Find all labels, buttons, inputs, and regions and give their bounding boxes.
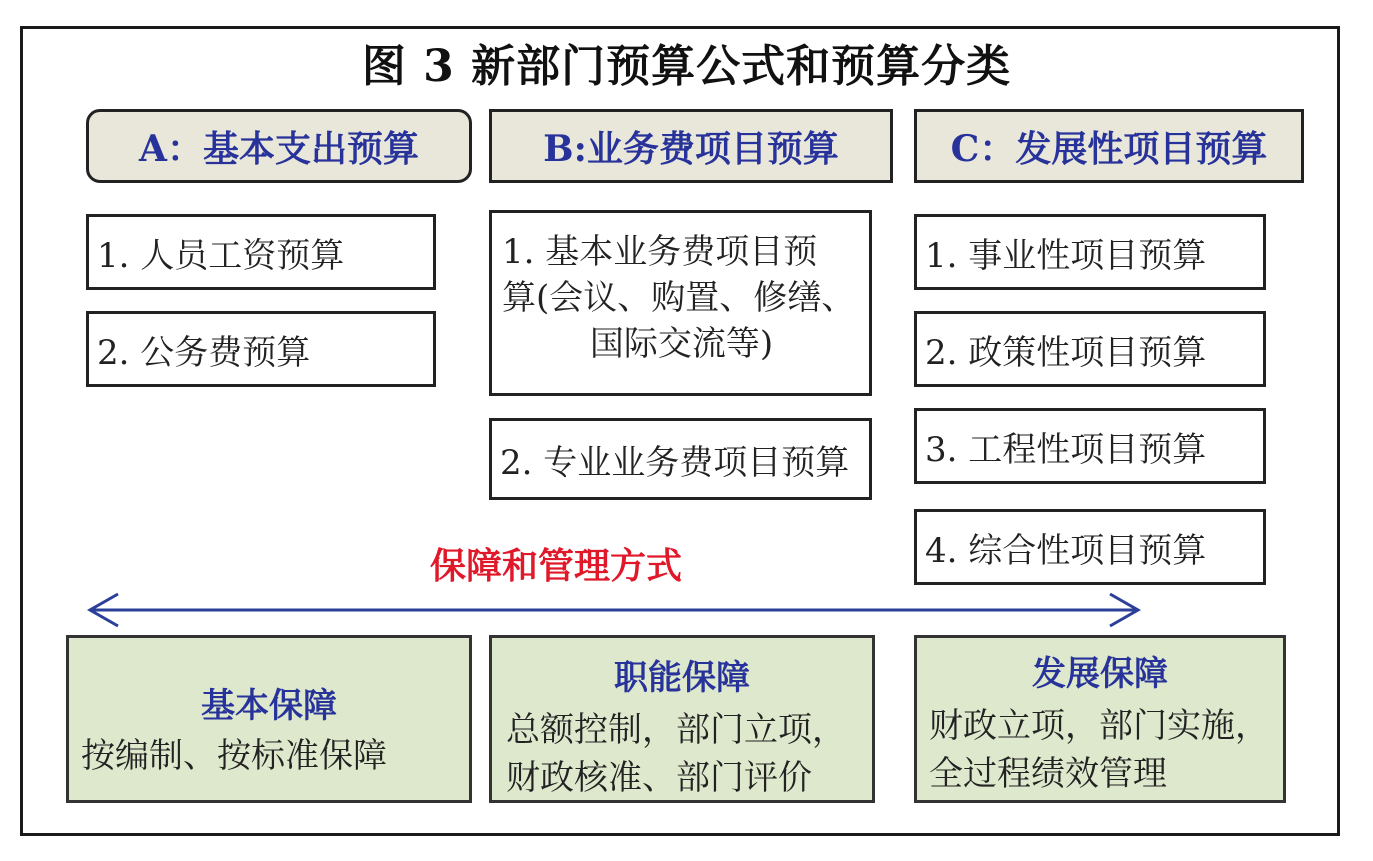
guarantee-mode-label: 保障和管理方式 — [430, 545, 683, 587]
category-c-item-4: 4. 综合性项目预算 — [914, 509, 1266, 585]
category-b-item-1-line-1: 1. 基本业务费项目预 — [502, 232, 818, 272]
guarantee-development-line-2: 全过程绩效管理 — [929, 754, 1167, 794]
category-a-header: A：基本支出预算 — [86, 109, 472, 183]
guarantee-functional-line-2: 财政核准、部门评价 — [506, 758, 812, 798]
category-a-item-2: 2. 公务费预算 — [86, 311, 436, 387]
guarantee-functional — [489, 635, 875, 803]
category-c-header: C：发展性项目预算 — [914, 109, 1304, 183]
guarantee-development-title: 发展保障 — [1032, 654, 1168, 694]
diagram-title: 图 3 新部门预算公式和预算分类 — [361, 41, 1012, 92]
guarantee-functional-line-1: 总额控制，部门立项， — [506, 710, 846, 750]
guarantee-functional-title: 职能保障 — [614, 658, 750, 698]
guarantee-basic-desc: 按编制、按标准保障 — [81, 736, 387, 776]
category-c-item-3: 3. 工程性项目预算 — [914, 408, 1266, 484]
category-b-header: B:业务费项目预算 — [489, 109, 893, 183]
category-c-item-2: 2. 政策性项目预算 — [914, 311, 1266, 387]
guarantee-development-line-1: 财政立项，部门实施， — [929, 706, 1269, 746]
category-b-item-1-line-2: 算(会议、购置、修缮、 — [502, 278, 856, 318]
guarantee-basic — [66, 635, 472, 803]
guarantee-basic-title: 基本保障 — [201, 686, 337, 726]
category-c-item-1: 1. 事业性项目预算 — [914, 214, 1266, 290]
guarantee-development — [914, 635, 1286, 803]
category-b-item-1-line-3: 国际交流等) — [589, 324, 774, 364]
category-b-item-2: 2. 专业业务费项目预算 — [489, 418, 872, 500]
category-a-item-1: 1. 人员工资预算 — [86, 214, 436, 290]
